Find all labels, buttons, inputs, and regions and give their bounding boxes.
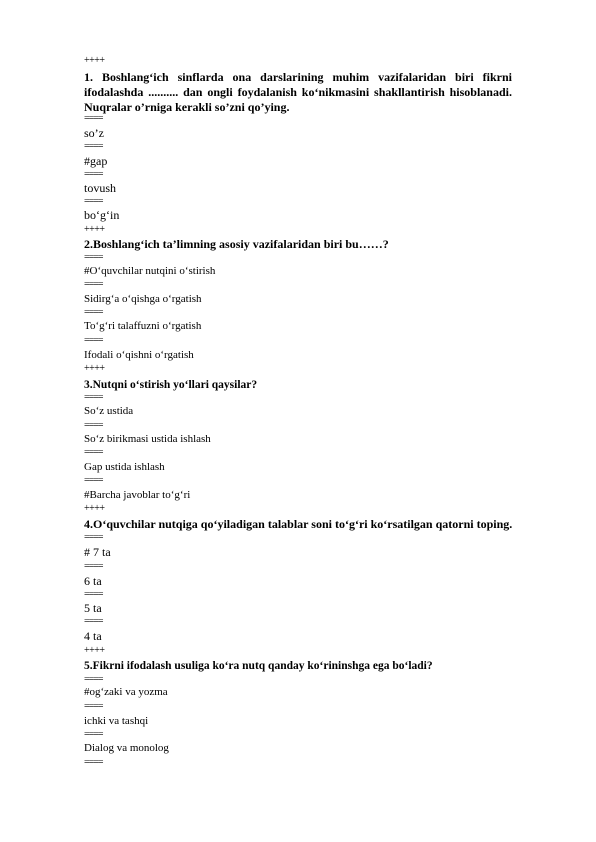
answer-option: 5 ta [84,601,102,615]
question-1-instruction: Nuqralar o’rniga kerakli so’zni qo’ying. [84,100,290,114]
separator-eq: ==== [84,392,103,403]
separator-eq: ==== [84,420,103,431]
separator-eq: ==== [84,279,103,290]
separator-eq: ==== [84,196,103,207]
answer-option: bo‘g‘in [84,208,120,222]
answer-option: ichki va tashqi [84,715,149,727]
answer-option-correct: #Barcha javoblar to‘g‘ri [84,489,191,501]
separator-eq: ==== [84,169,103,180]
separator-eq: ==== [84,729,103,740]
separator-eq: ==== [84,701,103,712]
question-1-line-2: ifodalashda .......... dan ongli foydalanish ko‘nikmasini shakllantirish hisoblanadi. [84,85,512,99]
answer-option-correct: #O‘quvchilar nutqini o‘stirish [84,265,216,277]
separator-eq: ==== [84,475,103,486]
separator-eq: ==== [84,307,103,318]
answer-option-correct: #og‘zaki va yozma [84,686,168,698]
separator-eq: ==== [84,335,103,346]
separator-eq: ==== [84,252,103,263]
answer-option: Ifodali o‘qishni o‘rgatish [84,349,194,361]
answer-option: So‘z birikmasi ustida ishlash [84,433,211,445]
question-1-line-1: 1. Boshlang‘ich sinflarda ona darslarining muhim vazifalaridan biri fikrni [84,70,512,84]
separator-eq: ==== [84,616,103,627]
question-4-text: 4.O‘quvchilar nutqiga qo‘yiladigan talablar soni to‘g‘ri ko‘rsatilgan qatorni toping. [84,517,513,531]
separator-plus: ++++ [84,55,105,66]
answer-option: tovush [84,181,117,195]
question-3-text: 3.Nutqni o‘stirish yo‘llari qaysilar? [84,379,258,391]
question-2-text: 2.Boshlang‘ich ta’limning asosiy vazifalaridan biri bu……? [84,237,389,251]
separator-eq: ==== [84,589,103,600]
answer-option: Dialog va monolog [84,742,169,754]
separator-plus: ++++ [84,224,105,235]
separator-eq: ==== [84,113,103,124]
separator-eq: ==== [84,532,103,543]
answer-option: 4 ta [84,629,102,643]
answer-option: 6 ta [84,574,102,588]
separator-plus: ++++ [84,645,105,656]
answer-option: so’z [84,126,104,140]
answer-option-correct: #gap [84,154,108,168]
answer-option: Sidirg‘a o‘qishga o‘rgatish [84,293,202,305]
separator-eq: ==== [84,447,103,458]
separator-eq: ==== [84,757,103,768]
answer-option: Gap ustida ishlash [84,461,165,473]
separator-eq: ==== [84,674,103,685]
separator-plus: ++++ [84,503,105,514]
answer-option-correct: # 7 ta [84,545,111,559]
answer-option: So‘z ustida [84,405,134,417]
separator-eq: ==== [84,561,103,572]
separator-eq: ==== [84,141,103,152]
question-5-text: 5.Fikrni ifodalash usuliga ko‘ra nutq qanday ko‘rininshga ega bo‘ladi? [84,660,433,672]
separator-plus: ++++ [84,363,105,374]
answer-option: To‘g‘ri talaffuzni o‘rgatish [84,320,202,332]
